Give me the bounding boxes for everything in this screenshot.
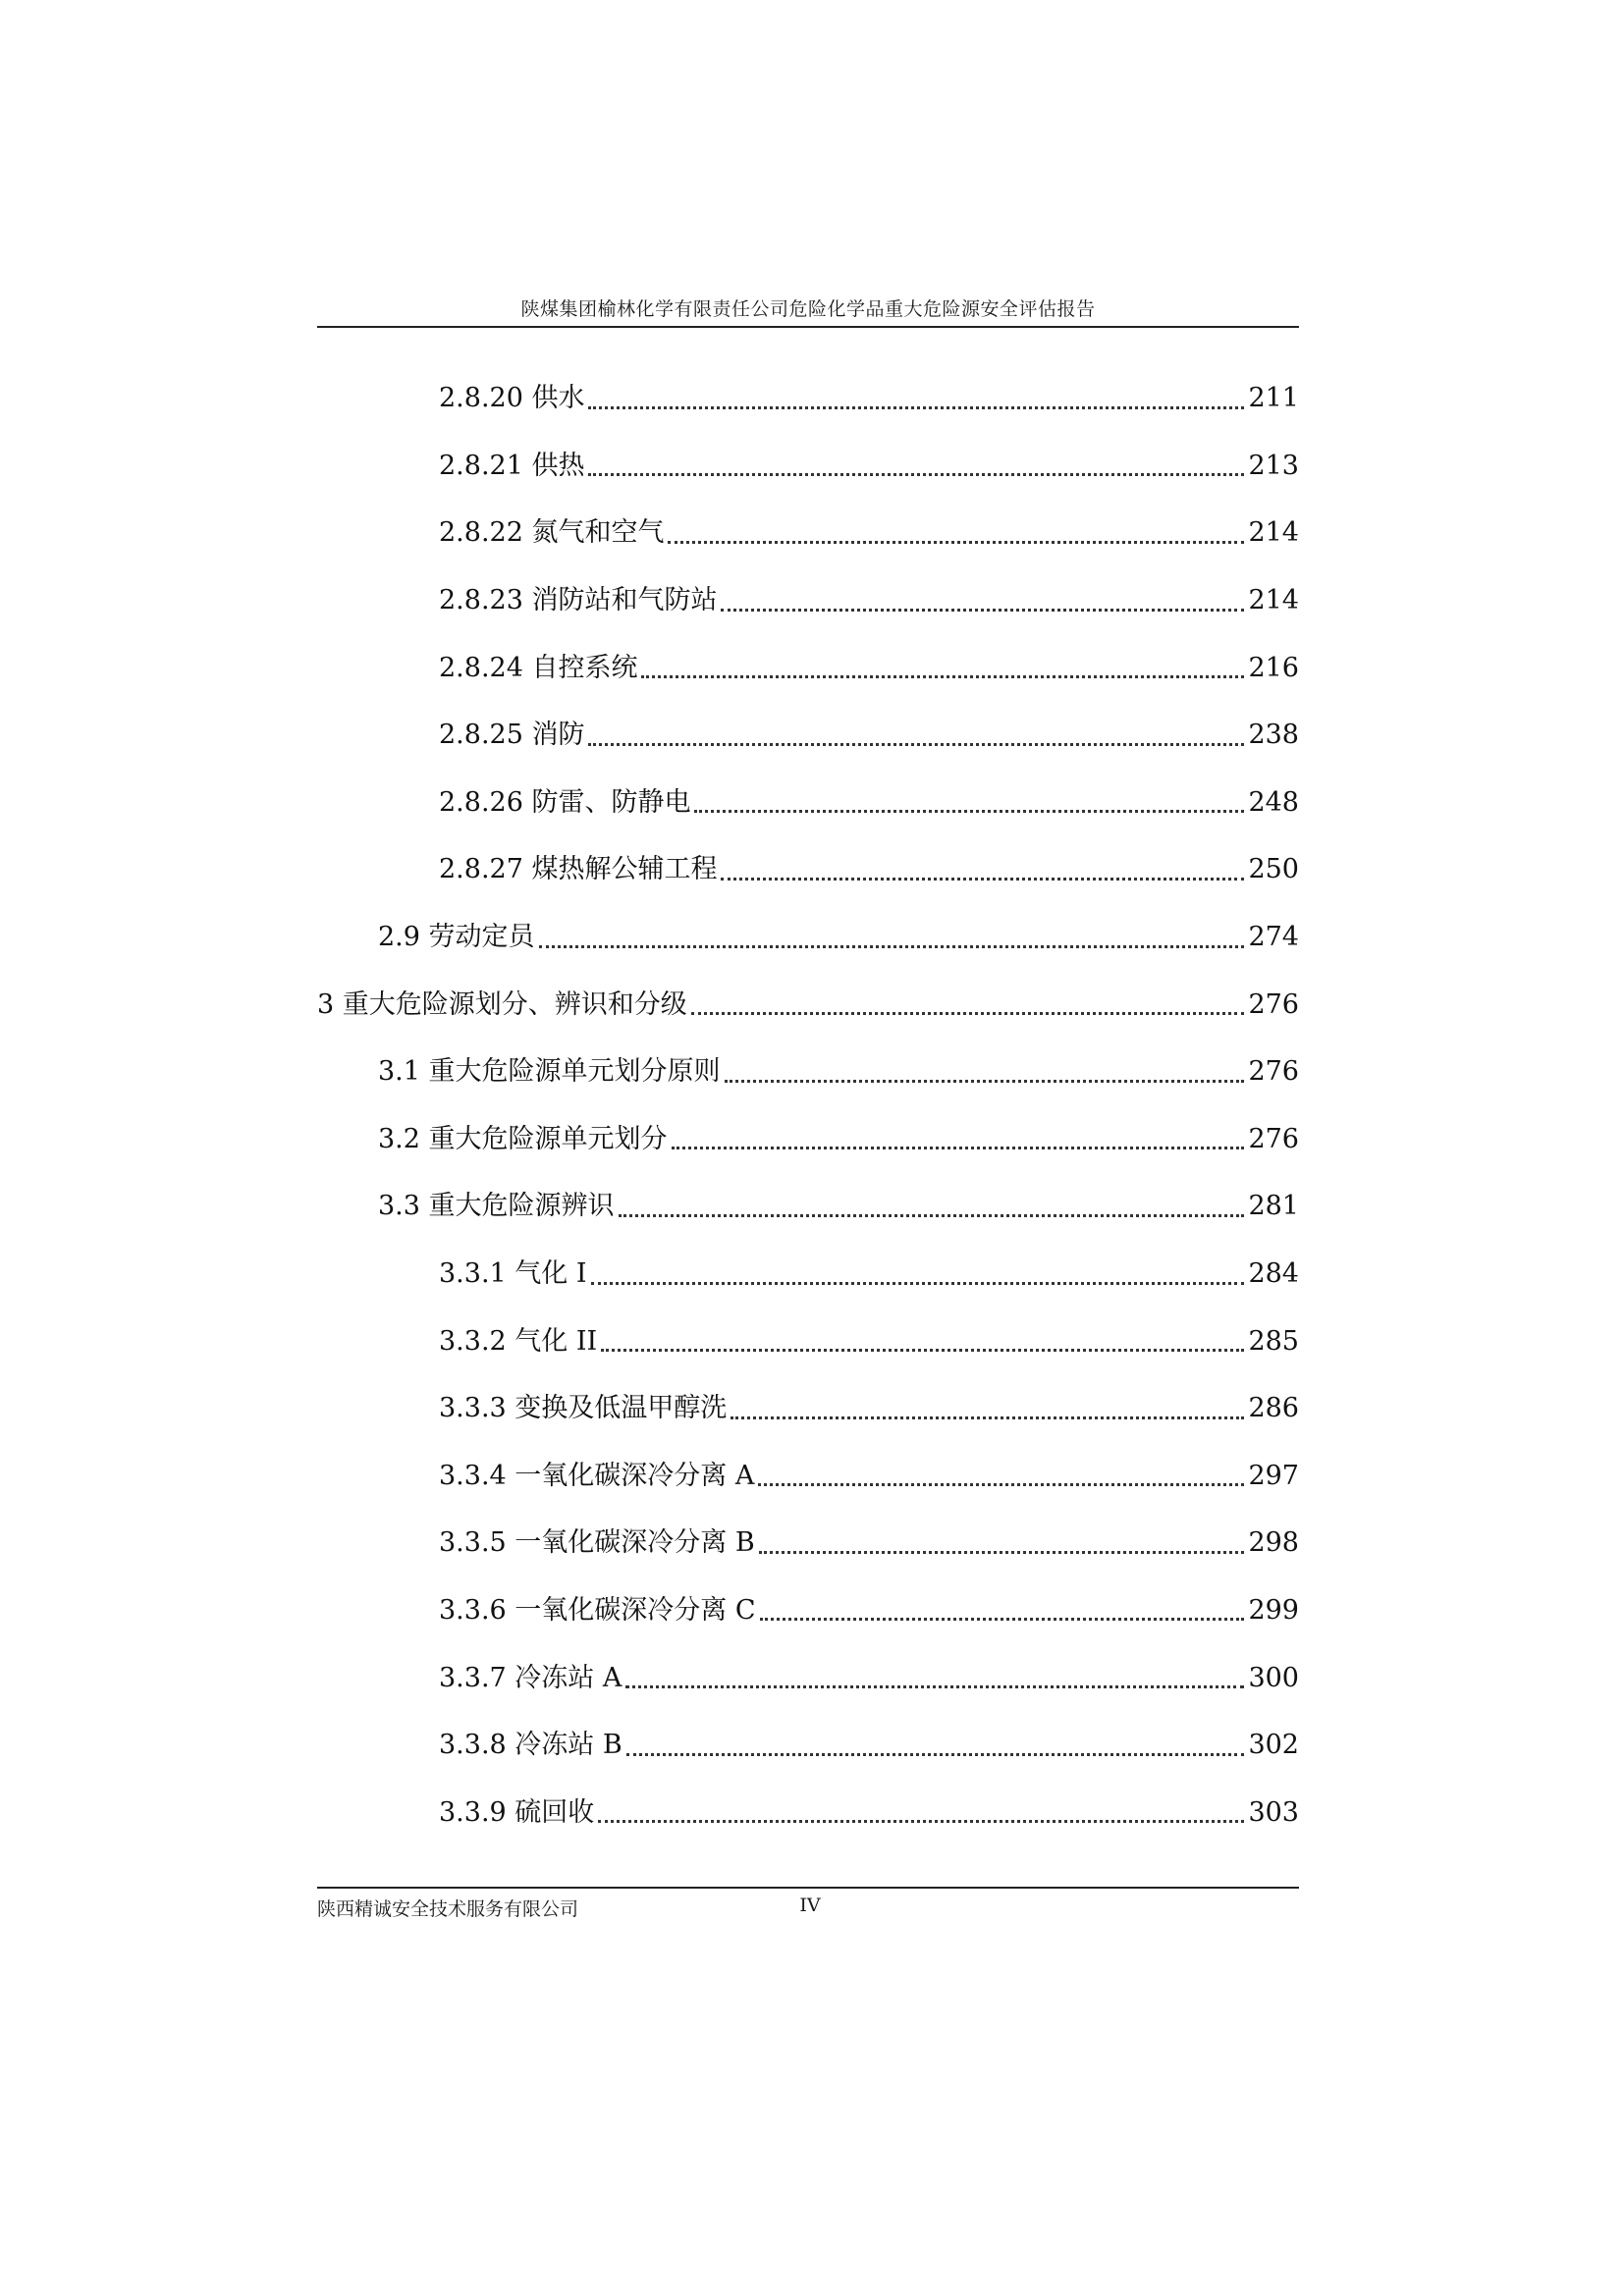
toc-entry-title: 2.8.26 防雷、防静电 xyxy=(439,786,691,818)
toc-entry-page: 297 xyxy=(1248,1460,1299,1491)
toc-entry-title: 2.8.25 消防 xyxy=(439,720,585,751)
toc-entry[interactable] xyxy=(317,1173,1299,1241)
toc-entry[interactable] xyxy=(317,634,1299,702)
toc-entry[interactable] xyxy=(317,770,1299,837)
toc-entry[interactable] xyxy=(317,1712,1299,1780)
toc-entry-page: 250 xyxy=(1248,854,1299,885)
toc-entry[interactable] xyxy=(317,904,1299,972)
toc-entry[interactable] xyxy=(317,836,1299,904)
toc-entry[interactable] xyxy=(317,433,1299,501)
dot-leader xyxy=(725,1080,1245,1083)
toc-entry-title: 3.3.6 一氧化碳深冷分离 C xyxy=(439,1594,756,1626)
dot-leader xyxy=(721,878,1244,881)
toc-entry-page: 214 xyxy=(1248,517,1299,549)
toc-entry-title: 3.3.7 冷冻站 A xyxy=(439,1662,623,1693)
dot-leader xyxy=(588,743,1244,746)
toc-entry[interactable] xyxy=(317,1106,1299,1174)
dot-leader xyxy=(626,1753,1245,1756)
dot-leader xyxy=(694,810,1244,813)
toc-entry-page: 274 xyxy=(1248,922,1299,953)
toc-entry[interactable] xyxy=(317,1510,1299,1577)
dot-leader xyxy=(672,1147,1245,1149)
toc-entry-page: 298 xyxy=(1248,1527,1299,1559)
dot-leader xyxy=(641,675,1244,678)
toc-entry-title: 3.1 重大危险源单元划分原则 xyxy=(378,1056,721,1088)
toc-entry[interactable] xyxy=(317,971,1299,1039)
toc-entry-page: 238 xyxy=(1248,720,1299,751)
toc-entry-title: 3.2 重大危险源单元划分 xyxy=(378,1123,668,1154)
toc-entry[interactable] xyxy=(317,1039,1299,1106)
dot-leader xyxy=(625,1685,1244,1688)
toc-entry-title: 2.8.22 氮气和空气 xyxy=(439,517,665,549)
dot-leader xyxy=(691,1012,1245,1015)
toc-entry-page: 299 xyxy=(1248,1594,1299,1626)
toc-entry-page: 211 xyxy=(1248,383,1299,414)
toc-entry-title: 3.3.4 一氧化碳深冷分离 A xyxy=(439,1460,755,1491)
toc-entry-page: 248 xyxy=(1248,786,1299,818)
toc-entry-page: 300 xyxy=(1248,1662,1299,1693)
toc-entry[interactable] xyxy=(317,1308,1299,1375)
toc-entry-page: 213 xyxy=(1248,450,1299,481)
dot-leader xyxy=(588,473,1244,476)
dot-leader xyxy=(759,1551,1245,1554)
toc-entry[interactable] xyxy=(317,365,1299,433)
dot-leader xyxy=(758,1483,1244,1486)
dot-leader xyxy=(601,1349,1244,1352)
dot-leader xyxy=(588,406,1244,409)
footer-divider xyxy=(317,1887,1299,1889)
table-of-contents xyxy=(317,365,1299,1846)
toc-entry-title: 2.8.27 煤热解公辅工程 xyxy=(439,854,718,885)
toc-entry[interactable] xyxy=(317,702,1299,770)
toc-entry-title: 3.3.9 硫回收 xyxy=(439,1796,595,1828)
toc-entry-page: 303 xyxy=(1248,1796,1299,1828)
toc-entry-title: 3.3.1 气化 I xyxy=(439,1258,587,1290)
toc-entry[interactable] xyxy=(317,500,1299,567)
toc-entry-page: 286 xyxy=(1248,1393,1299,1424)
toc-entry[interactable] xyxy=(317,1577,1299,1645)
toc-entry-page: 284 xyxy=(1248,1258,1299,1290)
toc-entry-page: 276 xyxy=(1248,988,1299,1020)
toc-entry-page: 276 xyxy=(1248,1123,1299,1154)
toc-entry-page: 276 xyxy=(1248,1056,1299,1088)
toc-entry-page: 216 xyxy=(1248,652,1299,683)
toc-entry-title: 3 重大危险源划分、辨识和分级 xyxy=(317,988,687,1020)
dot-leader xyxy=(731,1416,1244,1419)
toc-entry-title: 3.3.8 冷冻站 B xyxy=(439,1730,623,1761)
dot-leader xyxy=(591,1282,1245,1285)
toc-entry[interactable] xyxy=(317,1375,1299,1443)
toc-entry-page: 214 xyxy=(1248,585,1299,616)
toc-entry-page: 302 xyxy=(1248,1730,1299,1761)
dot-leader xyxy=(539,945,1245,948)
toc-entry[interactable] xyxy=(317,1644,1299,1712)
dot-leader xyxy=(721,609,1244,612)
toc-entry-title: 3.3.5 一氧化碳深冷分离 B xyxy=(439,1527,755,1559)
toc-entry[interactable] xyxy=(317,1779,1299,1846)
toc-entry-page: 281 xyxy=(1248,1191,1299,1222)
toc-entry-title: 3.3.2 气化 II xyxy=(439,1325,598,1357)
toc-entry[interactable] xyxy=(317,1443,1299,1511)
dot-leader xyxy=(760,1618,1245,1621)
toc-entry[interactable] xyxy=(317,1241,1299,1308)
toc-entry[interactable] xyxy=(317,567,1299,635)
toc-entry-title: 3.3 重大危险源辨识 xyxy=(378,1191,615,1222)
toc-entry-title: 3.3.3 变换及低温甲醇洗 xyxy=(439,1393,728,1424)
footer-page-number: IV xyxy=(799,1895,821,1916)
toc-entry-page: 285 xyxy=(1248,1325,1299,1357)
toc-entry-title: 2.8.24 自控系统 xyxy=(439,652,638,683)
toc-entry-title: 2.8.21 供热 xyxy=(439,450,585,481)
dot-leader xyxy=(619,1214,1245,1217)
dot-leader xyxy=(668,541,1244,544)
footer-company-name: 陕西精诚安全技术服务有限公司 xyxy=(317,1898,579,1920)
toc-entry-title: 2.8.23 消防站和气防站 xyxy=(439,585,718,616)
page-header: 陕煤集团榆林化学有限责任公司危险化学品重大危险源安全评估报告 xyxy=(520,298,1096,320)
toc-entry-title: 2.9 劳动定员 xyxy=(378,922,535,953)
header-divider xyxy=(317,326,1299,328)
dot-leader xyxy=(598,1820,1244,1823)
toc-entry-title: 2.8.20 供水 xyxy=(439,383,585,414)
